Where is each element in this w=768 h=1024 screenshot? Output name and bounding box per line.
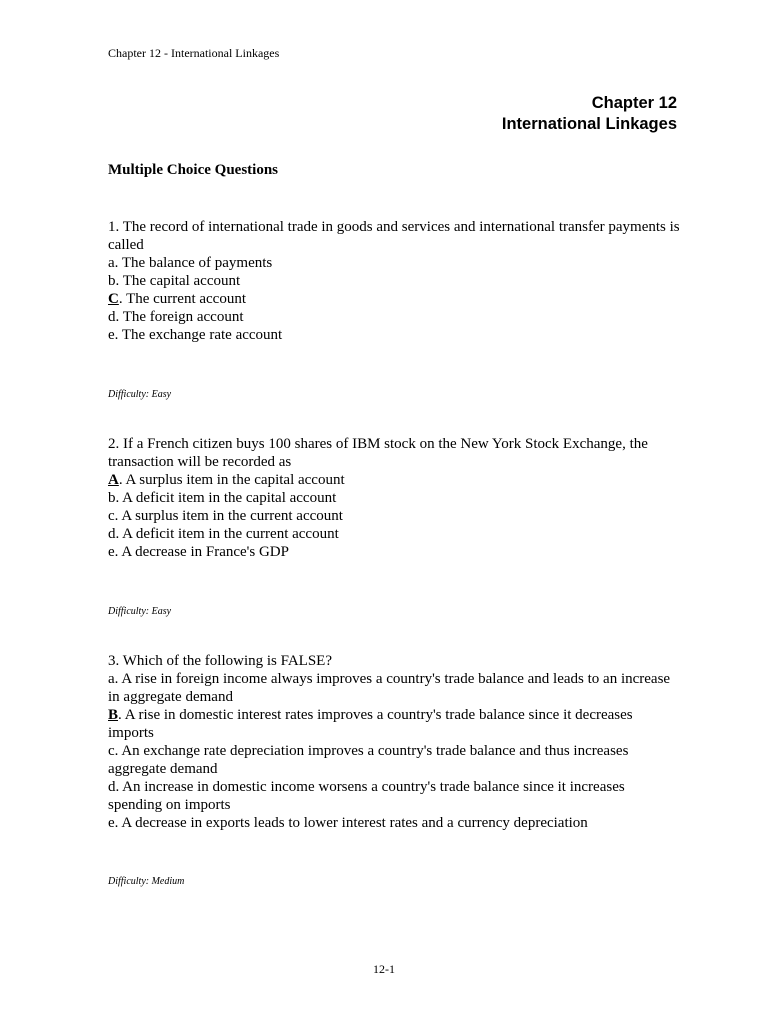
question-2 bbox=[108, 435, 680, 561]
option-d: d. A deficit item in the current account bbox=[108, 526, 339, 542]
option-c: c. An exchange rate depreciation improves a country's trade balance and thus increases aggregate demand bbox=[108, 743, 629, 777]
option-a-correct bbox=[108, 471, 680, 489]
chapter-name: International Linkages bbox=[501, 115, 677, 133]
correct-answer-letter: C bbox=[108, 291, 119, 307]
option-d: d. The foreign account bbox=[108, 309, 244, 325]
option-a: a. A rise in foreign income always improves a country's trade balance and leads to an increase in aggregate demand bbox=[108, 671, 671, 705]
difficulty-label: Difficulty: Medium bbox=[108, 876, 185, 887]
correct-answer-text: . The current account bbox=[118, 291, 247, 307]
option-a: a. The balance of payments bbox=[108, 255, 273, 271]
question-stem: 3. Which of the following is FALSE? bbox=[108, 653, 333, 669]
option-b: b. A deficit item in the capital account bbox=[108, 490, 337, 506]
difficulty-label: Difficulty: Easy bbox=[108, 389, 172, 400]
correct-answer-text: . A rise in domestic interest rates improves a country's trade balance since it decreases imports bbox=[108, 707, 633, 741]
question-stem: 2. If a French citizen buys 100 shares of IBM stock on the New York Stock Exchange, the transaction will be recorded as bbox=[108, 436, 648, 470]
correct-answer-letter: B bbox=[108, 707, 119, 723]
option-e: e. A decrease in exports leads to lower interest rates and a currency depreciation bbox=[108, 815, 588, 831]
chapter-title bbox=[502, 93, 677, 135]
running-header: Chapter 12 - International Linkages bbox=[108, 46, 280, 60]
section-heading: Multiple Choice Questions bbox=[108, 162, 279, 178]
option-e: e. A decrease in France's GDP bbox=[108, 544, 289, 560]
difficulty-label: Difficulty: Easy bbox=[108, 606, 172, 617]
question-3 bbox=[108, 652, 680, 832]
question-1 bbox=[108, 218, 680, 344]
question-stem: 1. The record of international trade in goods and services and international transfer payments is called bbox=[108, 219, 680, 253]
page-number: 12-1 bbox=[373, 962, 395, 976]
correct-answer-text: . A surplus item in the capital account bbox=[118, 472, 345, 488]
option-c: c. A surplus item in the current account bbox=[108, 508, 343, 524]
option-e: e. The exchange rate account bbox=[108, 327, 283, 343]
correct-answer-letter: A bbox=[108, 472, 119, 488]
option-c-correct bbox=[108, 290, 680, 308]
option-b-correct bbox=[108, 706, 680, 742]
option-d: d. An increase in domestic income worsens a country's trade balance since it increases spending on imports bbox=[108, 779, 625, 813]
option-b: b. The capital account bbox=[108, 273, 241, 289]
chapter-number: Chapter 12 bbox=[591, 94, 677, 112]
